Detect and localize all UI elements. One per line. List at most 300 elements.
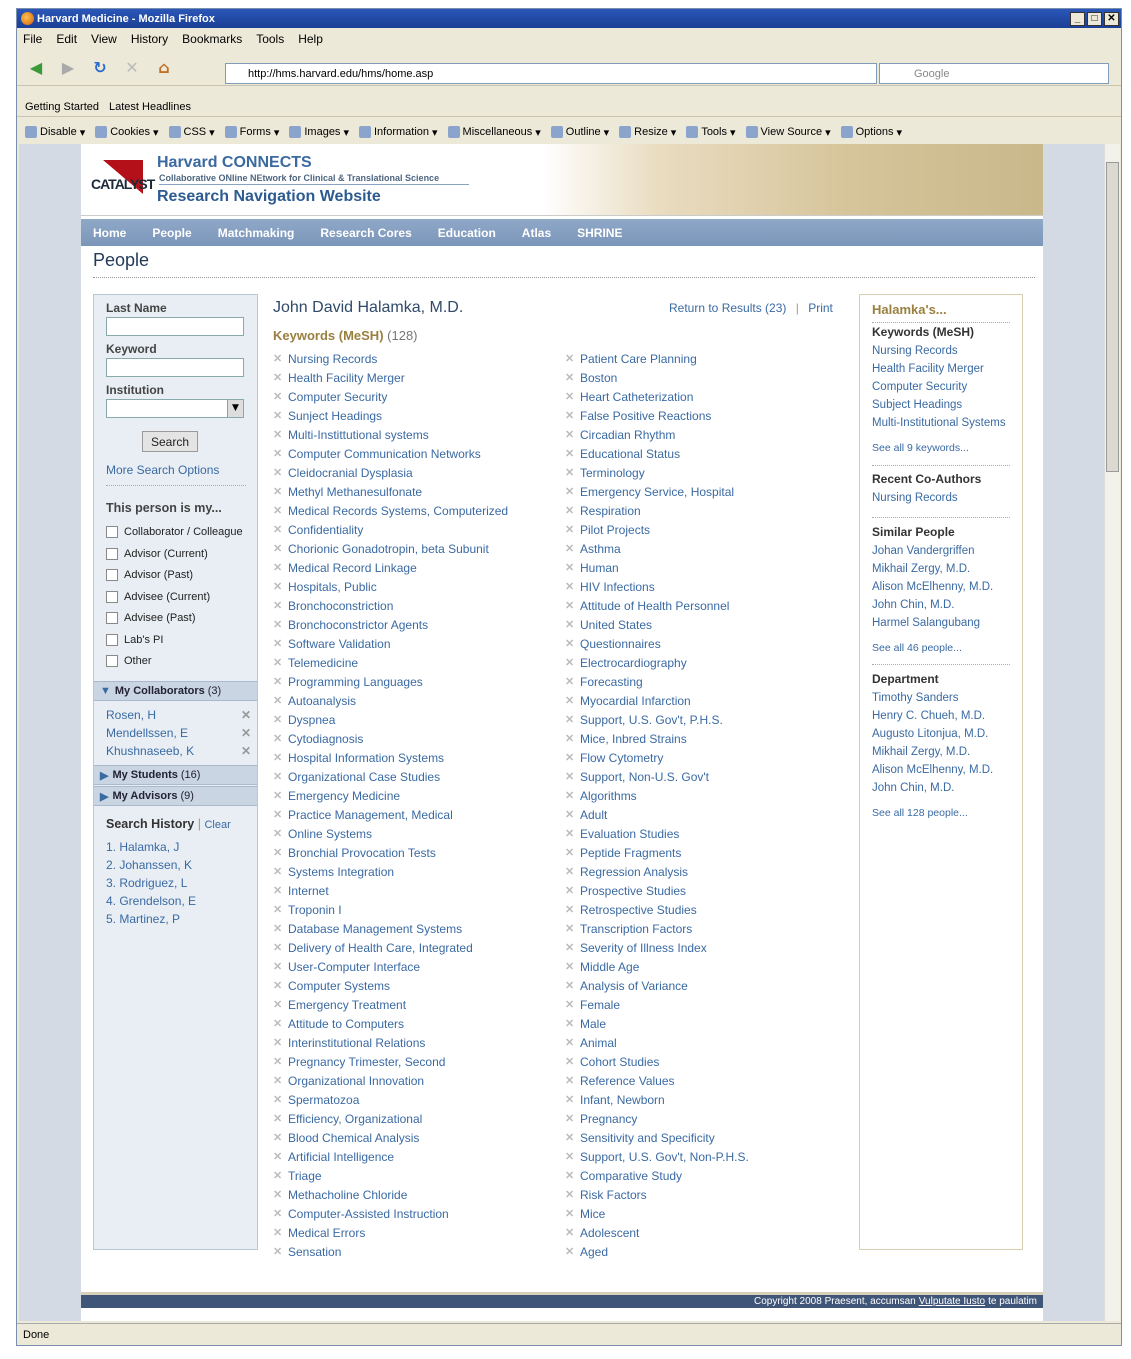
scrollbar-thumb[interactable] xyxy=(1106,162,1119,472)
keyword-item[interactable] xyxy=(565,444,845,463)
remove-icon[interactable]: ✕ xyxy=(565,1018,575,1030)
keyword-item[interactable] xyxy=(565,520,845,539)
nav-home[interactable]: Home xyxy=(93,225,127,240)
back-arrow-icon[interactable]: ◀ xyxy=(29,58,43,77)
remove-icon[interactable]: ✕ xyxy=(565,429,575,441)
remove-icon[interactable]: ✕ xyxy=(273,942,283,954)
reload-icon[interactable]: ↻ xyxy=(93,58,107,77)
sidebar-keyword-link[interactable]: Subject Headings xyxy=(872,399,963,411)
remove-icon[interactable]: ✕ xyxy=(273,1151,283,1163)
remove-icon[interactable]: ✕ xyxy=(565,1208,575,1220)
keyword-item[interactable] xyxy=(565,938,845,957)
keyword-item[interactable] xyxy=(273,615,553,634)
checkbox-collaborator[interactable]: Collaborator / Colleague xyxy=(106,526,243,538)
devbar-view-source[interactable]: View Source ▾ xyxy=(746,126,831,139)
remove-icon[interactable]: ✕ xyxy=(565,638,575,650)
department-person-link[interactable]: Henry C. Chueh, M.D. xyxy=(872,710,986,722)
remove-icon[interactable]: ✕ xyxy=(273,562,283,574)
keyword-item[interactable] xyxy=(565,957,845,976)
remove-icon[interactable]: ✕ xyxy=(273,980,283,992)
collaborator-item[interactable]: Rosen, H ✕ xyxy=(106,708,251,722)
keyword-item[interactable] xyxy=(565,1071,845,1090)
remove-icon[interactable]: ✕ xyxy=(565,562,575,574)
search-input[interactable] xyxy=(879,63,1109,84)
similar-person-link[interactable]: Johan Vandergriffen xyxy=(872,545,975,557)
remove-icon[interactable]: ✕ xyxy=(273,505,283,517)
return-to-results-link[interactable]: Return to Results (23) xyxy=(669,301,787,315)
remove-icon[interactable]: ✕ xyxy=(565,410,575,422)
remove-icon[interactable]: ✕ xyxy=(565,391,575,403)
remove-icon[interactable]: ✕ xyxy=(273,619,283,631)
menu-file[interactable]: File xyxy=(23,32,43,46)
history-item[interactable]: 3. Rodriguez, L xyxy=(106,876,188,890)
bookmark-getting-started[interactable]: Getting Started xyxy=(25,100,99,113)
remove-icon[interactable]: ✕ xyxy=(273,752,283,764)
remove-icon[interactable]: ✕ xyxy=(273,600,283,612)
remove-icon[interactable]: ✕ xyxy=(273,543,283,555)
remove-icon[interactable]: ✕ xyxy=(273,1075,283,1087)
nav-shrine[interactable]: SHRINE xyxy=(577,225,623,240)
checkbox-advisor-past[interactable]: Advisor (Past) xyxy=(106,569,193,581)
remove-icon[interactable]: ✕ xyxy=(565,657,575,669)
keyword-label: Evaluation Studies xyxy=(580,826,680,841)
remove-icon[interactable]: ✕ xyxy=(565,524,575,536)
keyword-item[interactable] xyxy=(565,710,845,729)
institution-select[interactable] xyxy=(106,399,244,418)
keyword-item[interactable] xyxy=(565,1242,845,1261)
remove-icon[interactable]: ✕ xyxy=(273,809,283,821)
keyword-item[interactable] xyxy=(565,1014,845,1033)
devbar-images[interactable]: Images ▾ xyxy=(289,126,349,139)
checkbox-other[interactable]: Other xyxy=(106,655,152,667)
similar-person-link[interactable]: Alison McElhenny, M.D. xyxy=(872,581,994,593)
menu-tools[interactable]: Tools xyxy=(256,32,285,46)
menu-help[interactable]: Help xyxy=(298,32,323,46)
menu-history[interactable]: History xyxy=(130,32,169,46)
keyword-label: Artificial Intelligence xyxy=(288,1149,395,1164)
devbar-cookies[interactable]: Cookies ▾ xyxy=(95,126,158,139)
remove-icon[interactable]: ✕ xyxy=(273,391,283,403)
remove-icon[interactable]: ✕ xyxy=(273,467,283,479)
keyword-label: Support, U.S. Gov't, P.H.S. xyxy=(580,712,723,727)
remove-icon[interactable]: ✕ xyxy=(273,353,283,365)
keyword-item[interactable] xyxy=(273,1033,553,1052)
menu-view[interactable]: View xyxy=(91,32,117,46)
keyword-item[interactable] xyxy=(273,748,553,767)
department-person-link[interactable]: Mikhail Zergy, M.D. xyxy=(872,746,971,758)
remove-icon[interactable]: ✕ xyxy=(273,733,283,745)
remove-icon[interactable]: ✕ xyxy=(565,619,575,631)
keyword-label: Online Systems xyxy=(288,826,373,841)
keyword-item[interactable] xyxy=(273,1166,553,1185)
department-person-link[interactable]: Augusto Litonjua, M.D. xyxy=(872,728,989,740)
nav-atlas[interactable]: Atlas xyxy=(521,225,552,240)
keyword-item[interactable] xyxy=(273,1014,553,1033)
remove-icon[interactable]: ✕ xyxy=(273,1094,283,1106)
keyword-item[interactable] xyxy=(273,1128,553,1147)
keyword-item[interactable] xyxy=(273,843,553,862)
sidebar-keyword-link[interactable]: Nursing Records xyxy=(872,345,958,357)
remove-icon[interactable]: ✕ xyxy=(565,1075,575,1087)
keyword-item[interactable] xyxy=(565,976,845,995)
keyword-item[interactable] xyxy=(565,767,845,786)
keyword-item[interactable] xyxy=(565,919,845,938)
remove-icon[interactable]: ✕ xyxy=(565,353,575,365)
keyword-item[interactable] xyxy=(565,843,845,862)
keyword-item[interactable] xyxy=(273,881,553,900)
remove-icon[interactable]: ✕ xyxy=(273,638,283,650)
keyword-item[interactable] xyxy=(273,501,553,520)
keyword-label: Sunject Headings xyxy=(288,408,383,423)
keyword-item[interactable] xyxy=(565,900,845,919)
remove-icon[interactable]: ✕ xyxy=(565,486,575,498)
keyword-item[interactable] xyxy=(565,1166,845,1185)
forward-arrow-icon[interactable]: ▶ xyxy=(61,58,75,77)
keyword-item[interactable] xyxy=(273,425,553,444)
remove-icon[interactable]: ✕ xyxy=(273,486,283,498)
keyword-item[interactable] xyxy=(565,881,845,900)
footer-link[interactable]: Vulputate Iusto xyxy=(918,1296,986,1307)
remove-icon[interactable]: ✕ xyxy=(565,733,575,745)
keyword-item[interactable] xyxy=(273,672,553,691)
keyword-item[interactable] xyxy=(273,634,553,653)
remove-icon: ✕ xyxy=(240,708,251,722)
keyword-item[interactable] xyxy=(565,653,845,672)
remove-icon[interactable]: ✕ xyxy=(565,866,575,878)
see-all-keywords-link[interactable]: See all 9 keywords... xyxy=(872,442,969,454)
remove-icon[interactable]: ✕ xyxy=(565,847,575,859)
sidebar-keyword-link[interactable]: Computer Security xyxy=(872,381,968,393)
keyword-item[interactable] xyxy=(565,501,845,520)
keyword-item[interactable] xyxy=(273,482,553,501)
remove-icon[interactable]: ✕ xyxy=(565,961,575,973)
keyword-label: Bronchoconstriction xyxy=(288,598,394,613)
remove-icon[interactable]: ✕ xyxy=(273,410,283,422)
department-person-link[interactable]: Alison McElhenny, M.D. xyxy=(872,764,994,776)
keyword-label: Hospital Information Systems xyxy=(288,750,445,765)
remove-icon[interactable]: ✕ xyxy=(273,904,283,916)
keyword-item[interactable] xyxy=(565,1128,845,1147)
remove-icon[interactable]: ✕ xyxy=(273,771,283,783)
keyword-item[interactable] xyxy=(273,957,553,976)
keyword-item[interactable] xyxy=(273,1052,553,1071)
remove-icon[interactable]: ✕ xyxy=(565,714,575,726)
remove-icon[interactable]: ✕ xyxy=(273,657,283,669)
keyword-item[interactable] xyxy=(273,1109,553,1128)
stop-icon[interactable]: ✕ xyxy=(125,58,139,77)
devbar-forms[interactable]: Forms ▾ xyxy=(225,126,280,139)
keyword-item[interactable] xyxy=(565,1204,845,1223)
remove-icon[interactable]: ✕ xyxy=(273,885,283,897)
remove-icon[interactable]: ✕ xyxy=(565,1113,575,1125)
devbar-resize[interactable]: Resize ▾ xyxy=(619,126,676,139)
remove-icon[interactable]: ✕ xyxy=(273,581,283,593)
remove-icon[interactable]: ✕ xyxy=(565,676,575,688)
keyword-item[interactable] xyxy=(273,596,553,615)
home-icon[interactable]: ⌂ xyxy=(158,58,170,77)
remove-icon[interactable]: ✕ xyxy=(565,828,575,840)
remove-icon[interactable]: ✕ xyxy=(565,809,575,821)
menu-edit[interactable]: Edit xyxy=(56,32,78,46)
keyword-item[interactable] xyxy=(565,1033,845,1052)
see-all-similar-link[interactable]: See all 46 people... xyxy=(872,642,962,654)
keyword-item[interactable] xyxy=(273,1090,553,1109)
keyword-item[interactable] xyxy=(273,1223,553,1242)
remove-icon[interactable]: ✕ xyxy=(565,1189,575,1201)
keyword-item[interactable] xyxy=(565,596,845,615)
site-nav xyxy=(81,219,1043,246)
chevron-down-icon: ▼ xyxy=(227,400,243,417)
history-item[interactable]: 2. Johanssen, K xyxy=(106,858,193,872)
remove-icon[interactable]: ✕ xyxy=(565,1037,575,1049)
keyword-label: Medical Record Linkage xyxy=(288,560,417,575)
keyword-item[interactable] xyxy=(565,672,845,691)
keyword-item[interactable] xyxy=(565,558,845,577)
remove-icon[interactable]: ✕ xyxy=(273,1227,283,1239)
keyword-item[interactable] xyxy=(273,444,553,463)
keyword-item[interactable] xyxy=(273,691,553,710)
remove-icon[interactable]: ✕ xyxy=(273,1113,283,1125)
remove-icon[interactable]: ✕ xyxy=(565,999,575,1011)
nav-people[interactable]: People xyxy=(152,225,192,240)
nav-matchmaking[interactable]: Matchmaking xyxy=(217,225,295,240)
remove-icon[interactable]: ✕ xyxy=(273,524,283,536)
remove-icon[interactable]: ✕ xyxy=(565,581,575,593)
remove-icon[interactable]: ✕ xyxy=(273,923,283,935)
history-item[interactable]: 5. Martinez, P xyxy=(106,912,181,926)
my-collaborators-header[interactable]: ▼ My Collaborators (3) xyxy=(94,681,257,701)
keyword-item[interactable] xyxy=(565,463,845,482)
remove-icon[interactable]: ✕ xyxy=(273,448,283,460)
remove-icon[interactable]: ✕ xyxy=(273,1170,283,1182)
keyword-item[interactable] xyxy=(273,1242,553,1261)
keyword-item[interactable] xyxy=(273,406,553,425)
remove-icon[interactable]: ✕ xyxy=(273,1037,283,1049)
keyword-item[interactable] xyxy=(273,900,553,919)
maximize-button[interactable]: □ xyxy=(1087,12,1102,26)
remove-icon[interactable]: ✕ xyxy=(273,1208,283,1220)
keyword-item[interactable] xyxy=(565,1052,845,1071)
keyword-item[interactable] xyxy=(565,1109,845,1128)
bookmark-latest-headlines[interactable]: Latest Headlines xyxy=(109,100,191,113)
search-button[interactable]: Search xyxy=(142,431,198,452)
keyword-item[interactable] xyxy=(273,805,553,824)
keyword-item[interactable] xyxy=(273,729,553,748)
keyword-item[interactable] xyxy=(273,387,553,406)
keyword-item[interactable] xyxy=(565,368,845,387)
remove-icon[interactable]: ✕ xyxy=(565,1132,575,1144)
keyword-item[interactable] xyxy=(273,368,553,387)
clear-history-link[interactable]: Clear xyxy=(204,819,231,831)
devbar-outline[interactable]: Outline ▾ xyxy=(551,126,609,139)
keyword-item[interactable] xyxy=(565,748,845,767)
sidebar-keyword-link[interactable]: Multi-Institutional Systems xyxy=(872,417,1006,429)
remove-icon[interactable]: ✕ xyxy=(273,1018,283,1030)
keyword-item[interactable] xyxy=(565,995,845,1014)
remove-icon[interactable]: ✕ xyxy=(565,695,575,707)
keyword-item[interactable] xyxy=(565,349,845,368)
remove-icon[interactable]: ✕ xyxy=(565,600,575,612)
last-name-input[interactable] xyxy=(106,317,244,336)
keyword-item[interactable] xyxy=(273,1185,553,1204)
keyword-item[interactable] xyxy=(565,862,845,881)
keyword-item[interactable] xyxy=(565,1090,845,1109)
remove-icon[interactable]: ✕ xyxy=(565,942,575,954)
remove-icon[interactable]: ✕ xyxy=(565,1151,575,1163)
keyword-item[interactable] xyxy=(273,349,553,368)
keyword-label: Interinstitutional Relations xyxy=(288,1035,426,1050)
keyword-item[interactable] xyxy=(273,539,553,558)
keyword-item[interactable] xyxy=(273,1147,553,1166)
checkbox-advisor-current[interactable]: Advisor (Current) xyxy=(106,548,208,560)
remove-icon[interactable]: ✕ xyxy=(273,1246,283,1258)
history-item[interactable]: 4. Grendelson, E xyxy=(106,894,197,908)
keyword-item[interactable] xyxy=(273,862,553,881)
keyword-item[interactable] xyxy=(565,691,845,710)
similar-person-link[interactable]: Harmel Salangubang xyxy=(872,617,981,629)
devbar-information[interactable]: Information ▾ xyxy=(359,126,438,139)
remove-icon[interactable]: ✕ xyxy=(565,467,575,479)
remove-icon[interactable]: ✕ xyxy=(273,1132,283,1144)
my-advisors-header[interactable]: ▶ My Advisors (9) xyxy=(94,786,257,806)
department-person-link[interactable]: John Chin, M.D. xyxy=(872,782,955,794)
remove-icon[interactable]: ✕ xyxy=(565,752,575,764)
keyword-item[interactable] xyxy=(273,995,553,1014)
keyword-item[interactable] xyxy=(273,558,553,577)
related-sidebar xyxy=(859,294,1023,1250)
address-bar[interactable] xyxy=(225,63,877,84)
remove-icon[interactable]: ✕ xyxy=(565,543,575,555)
remove-icon[interactable]: ✕ xyxy=(565,1056,575,1068)
collaborator-item[interactable]: Mendellssen, E ✕ xyxy=(106,726,251,740)
remove-icon[interactable]: ✕ xyxy=(565,372,575,384)
keyword-item[interactable] xyxy=(273,710,553,729)
keyword-item[interactable] xyxy=(565,1223,845,1242)
keyword-item[interactable] xyxy=(565,387,845,406)
devbar-miscellaneous[interactable]: Miscellaneous ▾ xyxy=(448,126,541,139)
checkbox-advisee-current[interactable]: Advisee (Current) xyxy=(106,591,210,603)
keyword-item[interactable] xyxy=(273,653,553,672)
remove-icon[interactable]: ✕ xyxy=(565,771,575,783)
checkbox-labs-pi[interactable]: Lab's PI xyxy=(106,634,163,646)
remove-icon[interactable]: ✕ xyxy=(273,847,283,859)
remove-icon[interactable]: ✕ xyxy=(273,714,283,726)
nav-education[interactable]: Education xyxy=(437,225,496,240)
remove-icon[interactable]: ✕ xyxy=(565,980,575,992)
devbar-disable[interactable]: Disable ▾ xyxy=(25,126,85,139)
search-history-title: Search History | Clear xyxy=(106,817,231,831)
keyword-label: Reference Values xyxy=(580,1073,675,1088)
remove-icon[interactable]: ✕ xyxy=(273,828,283,840)
devbar-options[interactable]: Options ▾ xyxy=(841,126,902,139)
relation-title: This person is my... xyxy=(106,501,222,515)
keyword-item[interactable] xyxy=(273,463,553,482)
remove-icon[interactable]: ✕ xyxy=(273,1189,283,1201)
remove-icon[interactable]: ✕ xyxy=(565,1094,575,1106)
keyword-item[interactable] xyxy=(273,1204,553,1223)
minimize-button[interactable]: _ xyxy=(1070,12,1085,26)
similar-person-link[interactable]: Mikhail Zergy, M.D. xyxy=(872,563,971,575)
remove-icon[interactable]: ✕ xyxy=(565,1170,575,1182)
department-person-link[interactable]: Timothy Sanders xyxy=(872,692,959,704)
remove-icon[interactable]: ✕ xyxy=(565,448,575,460)
remove-icon[interactable]: ✕ xyxy=(565,790,575,802)
remove-icon[interactable]: ✕ xyxy=(565,1227,575,1239)
remove-icon[interactable]: ✕ xyxy=(565,885,575,897)
remove-icon[interactable]: ✕ xyxy=(273,1056,283,1068)
keyword-label: Infant, Newborn xyxy=(580,1092,665,1107)
remove-icon[interactable]: ✕ xyxy=(565,923,575,935)
footer-tail: te paulatim xyxy=(988,1296,1037,1307)
remove-icon[interactable]: ✕ xyxy=(273,429,283,441)
my-students-header[interactable]: ▶ My Students (16) xyxy=(94,765,257,785)
more-search-options-link[interactable]: More Search Options xyxy=(106,463,220,477)
close-button[interactable]: ✕ xyxy=(1104,12,1119,26)
remove-icon[interactable]: ✕ xyxy=(565,505,575,517)
keyword-item[interactable] xyxy=(565,577,845,596)
similar-person-link[interactable]: John Chin, M.D. xyxy=(872,599,955,611)
checkbox-advisee-past[interactable]: Advisee (Past) xyxy=(106,612,196,624)
keyword-item[interactable] xyxy=(273,1071,553,1090)
nav-research-cores[interactable]: Research Cores xyxy=(320,225,412,240)
keyword-item[interactable] xyxy=(565,1147,845,1166)
keyword-item[interactable] xyxy=(565,539,845,558)
remove-icon[interactable]: ✕ xyxy=(273,866,283,878)
keyword-item[interactable] xyxy=(273,919,553,938)
remove-icon[interactable]: ✕ xyxy=(273,999,283,1011)
keyword-item[interactable] xyxy=(273,976,553,995)
vertical-scrollbar[interactable] xyxy=(1104,144,1120,1321)
sidebar-keyword-link[interactable]: Health Facility Merger xyxy=(872,363,984,375)
history-item[interactable]: 1. Halamka, J xyxy=(106,840,180,854)
keyword-item[interactable] xyxy=(565,482,845,501)
collaborator-item[interactable]: Khushnaseeb, K ✕ xyxy=(106,744,251,758)
keyword-input[interactable] xyxy=(106,358,244,377)
keyword-item[interactable] xyxy=(273,767,553,786)
print-link[interactable]: Print xyxy=(808,301,833,315)
keyword-item[interactable] xyxy=(273,520,553,539)
keyword-label: Adolescent xyxy=(580,1225,640,1240)
remove-icon[interactable]: ✕ xyxy=(273,676,283,688)
devbar-tools[interactable]: Tools ▾ xyxy=(686,126,735,139)
remove-icon[interactable]: ✕ xyxy=(565,1246,575,1258)
keyword-item[interactable] xyxy=(565,634,845,653)
remove-icon[interactable]: ✕ xyxy=(273,372,283,384)
keyword-item[interactable] xyxy=(273,786,553,805)
remove-icon[interactable]: ✕ xyxy=(273,790,283,802)
keyword-item[interactable] xyxy=(565,1185,845,1204)
keyword-label: Cleidocranial Dysplasia xyxy=(288,465,413,480)
coauthor-link[interactable]: Nursing Records xyxy=(872,492,958,504)
keyword-item[interactable] xyxy=(565,824,845,843)
keyword-item[interactable] xyxy=(565,805,845,824)
keyword-item[interactable] xyxy=(565,786,845,805)
remove-icon[interactable]: ✕ xyxy=(273,695,283,707)
menu-bookmarks[interactable]: Bookmarks xyxy=(182,32,243,46)
keyword-item[interactable] xyxy=(273,938,553,957)
keyword-item[interactable] xyxy=(565,615,845,634)
keyword-item[interactable] xyxy=(565,406,845,425)
keyword-item[interactable] xyxy=(565,729,845,748)
devbar-css[interactable]: CSS ▾ xyxy=(169,126,215,139)
remove-icon: ✕ xyxy=(240,744,251,758)
see-all-department-link[interactable]: See all 128 people... xyxy=(872,807,968,819)
remove-icon[interactable]: ✕ xyxy=(565,904,575,916)
keyword-item[interactable] xyxy=(273,824,553,843)
keyword-item[interactable] xyxy=(565,425,845,444)
keyword-item[interactable] xyxy=(273,577,553,596)
remove-icon[interactable]: ✕ xyxy=(273,961,283,973)
